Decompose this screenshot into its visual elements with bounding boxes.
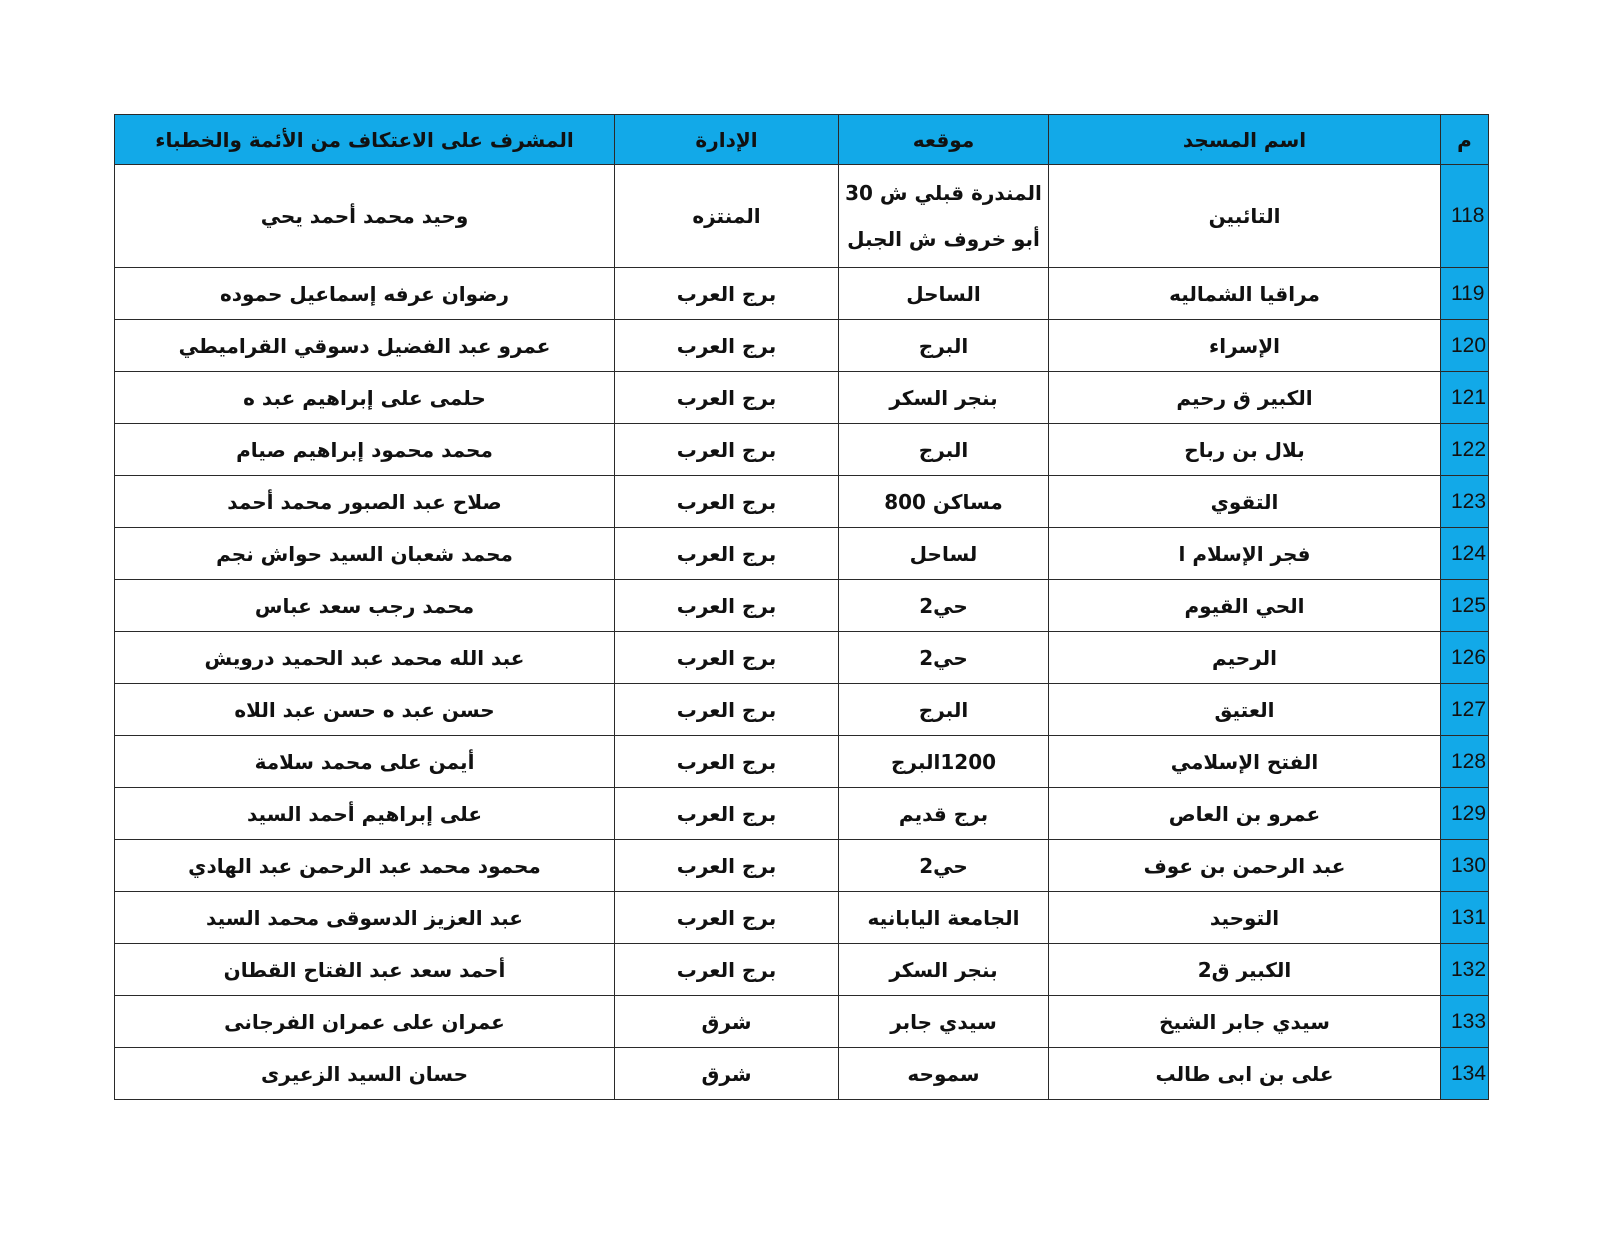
cell-num: 134 bbox=[1441, 1048, 1489, 1100]
cell-administration: برج العرب bbox=[615, 528, 839, 580]
table-row bbox=[115, 580, 1489, 632]
cell-location bbox=[839, 736, 1049, 788]
table-row bbox=[115, 165, 1489, 268]
location-line: برج قديم bbox=[898, 801, 989, 826]
table-row bbox=[115, 736, 1489, 788]
cell-mosque-name: الحي القيوم bbox=[1049, 580, 1441, 632]
cell-location bbox=[839, 320, 1049, 372]
table-row bbox=[115, 684, 1489, 736]
cell-location bbox=[839, 840, 1049, 892]
cell-num: 124 bbox=[1441, 528, 1489, 580]
location-line: البرج bbox=[918, 697, 969, 722]
table-row bbox=[115, 1048, 1489, 1100]
cell-num: 130 bbox=[1441, 840, 1489, 892]
cell-location bbox=[839, 580, 1049, 632]
table-row bbox=[115, 840, 1489, 892]
cell-supervisor: رضوان عرفه إسماعيل حموده bbox=[115, 268, 615, 320]
cell-location bbox=[839, 944, 1049, 996]
cell-mosque-name: على بن ابى طالب bbox=[1049, 1048, 1441, 1100]
cell-mosque-name: الكبير ق رحيم bbox=[1049, 372, 1441, 424]
location-line: المندرة قبلي ش 30 bbox=[845, 181, 1042, 205]
table-row bbox=[115, 944, 1489, 996]
header-supervisor: المشرف على الاعتكاف من الأئمة والخطباء bbox=[115, 115, 615, 165]
cell-location bbox=[839, 788, 1049, 840]
cell-mosque-name: عمرو بن العاص bbox=[1049, 788, 1441, 840]
table-row bbox=[115, 320, 1489, 372]
table-body bbox=[115, 165, 1489, 1100]
cell-supervisor: عبد العزيز الدسوقى محمد السيد bbox=[115, 892, 615, 944]
cell-administration: برج العرب bbox=[615, 424, 839, 476]
cell-num: 132 bbox=[1441, 944, 1489, 996]
cell-administration: برج العرب bbox=[615, 476, 839, 528]
location-line: حي2 bbox=[919, 853, 968, 878]
cell-location bbox=[839, 892, 1049, 944]
cell-num: 127 bbox=[1441, 684, 1489, 736]
cell-administration: برج العرب bbox=[615, 372, 839, 424]
cell-num: 131 bbox=[1441, 892, 1489, 944]
cell-mosque-name: عبد الرحمن بن عوف bbox=[1049, 840, 1441, 892]
location-line: البرج bbox=[918, 437, 969, 462]
cell-administration: برج العرب bbox=[615, 788, 839, 840]
mosques-table-container bbox=[114, 114, 1488, 1100]
cell-num: 119 bbox=[1441, 268, 1489, 320]
location-line: مساكن 800 bbox=[884, 489, 1003, 514]
table-row bbox=[115, 996, 1489, 1048]
cell-administration: برج العرب bbox=[615, 944, 839, 996]
mosques-table bbox=[114, 114, 1489, 1100]
cell-num: 120 bbox=[1441, 320, 1489, 372]
cell-mosque-name: بلال بن رباح bbox=[1049, 424, 1441, 476]
cell-location bbox=[839, 632, 1049, 684]
cell-supervisor: عمران على عمران الفرجانى bbox=[115, 996, 615, 1048]
cell-num: 123 bbox=[1441, 476, 1489, 528]
cell-mosque-name: فجر الإسلام ا bbox=[1049, 528, 1441, 580]
cell-mosque-name: الكبير ق2 bbox=[1049, 944, 1441, 996]
table-row bbox=[115, 528, 1489, 580]
location-line: الساحل bbox=[906, 281, 981, 306]
cell-administration: برج العرب bbox=[615, 840, 839, 892]
cell-administration: برج العرب bbox=[615, 736, 839, 788]
table-row bbox=[115, 424, 1489, 476]
cell-supervisor: وحيد محمد أحمد يحي bbox=[115, 165, 615, 268]
cell-num: 118 bbox=[1441, 165, 1489, 268]
cell-mosque-name: العتيق bbox=[1049, 684, 1441, 736]
cell-supervisor: محمد محمود إبراهيم صيام bbox=[115, 424, 615, 476]
header-administration: الإدارة bbox=[615, 115, 839, 165]
cell-administration: شرق bbox=[615, 996, 839, 1048]
cell-supervisor: محمد رجب سعد عباس bbox=[115, 580, 615, 632]
cell-num: 128 bbox=[1441, 736, 1489, 788]
cell-mosque-name: التوحيد bbox=[1049, 892, 1441, 944]
cell-supervisor: محمود محمد عبد الرحمن عبد الهادي bbox=[115, 840, 615, 892]
header-num: م bbox=[1441, 115, 1489, 165]
table-header-row bbox=[115, 115, 1489, 165]
location-line: حي2 bbox=[919, 645, 968, 670]
cell-administration: برج العرب bbox=[615, 320, 839, 372]
cell-num: 126 bbox=[1441, 632, 1489, 684]
table-row bbox=[115, 268, 1489, 320]
cell-mosque-name: مراقيا الشماليه bbox=[1049, 268, 1441, 320]
cell-supervisor: أيمن على محمد سلامة bbox=[115, 736, 615, 788]
cell-supervisor: صلاح عبد الصبور محمد أحمد bbox=[115, 476, 615, 528]
cell-administration: برج العرب bbox=[615, 268, 839, 320]
location-line: الجامعة اليابانيه bbox=[867, 905, 1020, 930]
location-line: بنجر السكر bbox=[889, 385, 998, 410]
cell-num: 125 bbox=[1441, 580, 1489, 632]
cell-location bbox=[839, 476, 1049, 528]
location-line: 1200البرج bbox=[890, 749, 997, 774]
location-line: سيدي جابر bbox=[890, 1009, 997, 1034]
cell-administration: المنتزه bbox=[615, 165, 839, 268]
cell-location bbox=[839, 424, 1049, 476]
cell-administration: برج العرب bbox=[615, 580, 839, 632]
table-row bbox=[115, 372, 1489, 424]
cell-mosque-name: الإسراء bbox=[1049, 320, 1441, 372]
cell-supervisor: أحمد سعد عبد الفتاح القطان bbox=[115, 944, 615, 996]
cell-supervisor: حسان السيد الزعيرى bbox=[115, 1048, 615, 1100]
location-line: البرج bbox=[918, 333, 969, 358]
cell-mosque-name: التقوي bbox=[1049, 476, 1441, 528]
cell-supervisor: عبد الله محمد عبد الحميد درويش bbox=[115, 632, 615, 684]
cell-location bbox=[839, 996, 1049, 1048]
cell-num: 129 bbox=[1441, 788, 1489, 840]
cell-location bbox=[839, 528, 1049, 580]
cell-administration: برج العرب bbox=[615, 684, 839, 736]
cell-administration: شرق bbox=[615, 1048, 839, 1100]
cell-location bbox=[839, 684, 1049, 736]
location-line: بنجر السكر bbox=[889, 957, 998, 982]
header-location: موقعه bbox=[839, 115, 1049, 165]
location-line: سموحه bbox=[907, 1061, 980, 1086]
cell-location bbox=[839, 268, 1049, 320]
cell-supervisor: على إبراهيم أحمد السيد bbox=[115, 788, 615, 840]
cell-location bbox=[839, 372, 1049, 424]
cell-location bbox=[839, 165, 1049, 268]
location-line: حي2 bbox=[919, 593, 968, 618]
cell-mosque-name: سيدي جابر الشيخ bbox=[1049, 996, 1441, 1048]
cell-mosque-name: التائبين bbox=[1049, 165, 1441, 268]
cell-location bbox=[839, 1048, 1049, 1100]
header-mosque-name: اسم المسجد bbox=[1049, 115, 1441, 165]
cell-administration: برج العرب bbox=[615, 892, 839, 944]
table-row bbox=[115, 632, 1489, 684]
cell-supervisor: محمد شعبان السيد حواش نجم bbox=[115, 528, 615, 580]
cell-supervisor: حسن عبد ه حسن عبد اللاه bbox=[115, 684, 615, 736]
table-row bbox=[115, 892, 1489, 944]
table-row bbox=[115, 788, 1489, 840]
location-line: أبو خروف ش الجبل bbox=[847, 227, 1040, 251]
cell-mosque-name: الفتح الإسلامي bbox=[1049, 736, 1441, 788]
table-row bbox=[115, 476, 1489, 528]
location-line: لساحل bbox=[909, 541, 978, 566]
cell-supervisor: عمرو عبد الفضيل دسوقي القراميطي bbox=[115, 320, 615, 372]
cell-num: 133 bbox=[1441, 996, 1489, 1048]
cell-num: 121 bbox=[1441, 372, 1489, 424]
cell-administration: برج العرب bbox=[615, 632, 839, 684]
cell-supervisor: حلمى على إبراهيم عبد ه bbox=[115, 372, 615, 424]
cell-mosque-name: الرحيم bbox=[1049, 632, 1441, 684]
cell-num: 122 bbox=[1441, 424, 1489, 476]
